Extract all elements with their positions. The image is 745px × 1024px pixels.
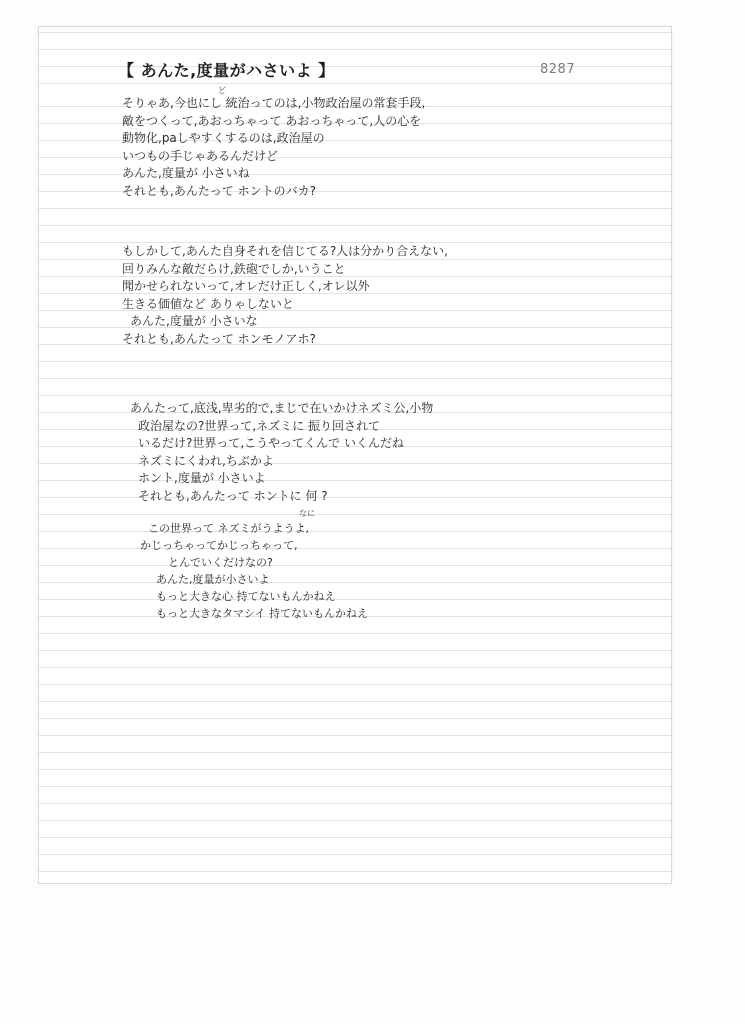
text-line: あんた,度量が 小さいな [130,314,258,329]
text-line: それとも,あんたって ホントに 何 ? [138,488,328,503]
text-line: ネズミにくわれ,ちぶかよ [138,453,274,468]
title-reading-note: ど [218,86,226,95]
text-line: 動物化,paしやすくするのは,政治屋の [122,131,325,146]
text-line: それとも,あんたって ホントのバカ? [122,183,316,198]
text-line: あんた,度量が小さいよ [156,573,270,586]
text-line: 聞かせられないって,オレだけ正しく,オレ以外 [122,279,370,294]
document-title: 【 あんた,度量がハさいよ 】 [118,61,335,80]
text-line: 生きる価値など ありゃしないと [122,296,294,311]
text-line: あんた,度量が 小さいね [122,166,250,181]
page-number: 8287 [540,62,576,77]
text-line: そりゃあ,今也にし 統治ってのは,小物政治屋の常套手段, [122,96,426,110]
text-line: とんでいくだけなの? [168,556,273,569]
nani-reading-note: なに [299,509,315,518]
text-line: もしかして,あんた自身それを信じてる?人は分かり合えない, [122,244,449,258]
stanza-1 [122,95,425,201]
text-line: この世界って ネズミがうようよ, [148,522,309,535]
text-line: ホント,度量が 小さいよ [138,471,266,486]
text-line: もっと大きな心 持てないもんかねえ [156,590,336,603]
text-line: いるだけ?世界って,こうやってくんで いくんだね [138,436,404,451]
text-line: それとも,あんたって ホンモノアホ? [122,331,316,346]
stanza-3 [130,400,433,506]
text-line: いつもの手じゃあるんだけど [122,148,279,163]
text-line: 敵をつくって,あおっちゃって あおっちゃって,人の心を [122,113,422,128]
text-line: かじっちゃってかじっちゃって, [140,539,298,552]
text-line: もっと大きなタマシイ 持てないもんかねえ [156,607,368,620]
stanza-4 [140,520,368,622]
stanza-2 [122,243,448,349]
text-line: 回りみんな敵だらけ,鉄砲でしか,いうこと [122,261,346,276]
text-line: あんたって,底浅,卑劣的で,まじで在いかけネズミ公,小物 [130,401,434,415]
text-line: 政治屋なの?世界って,ネズミに 振り回されて [138,418,380,433]
